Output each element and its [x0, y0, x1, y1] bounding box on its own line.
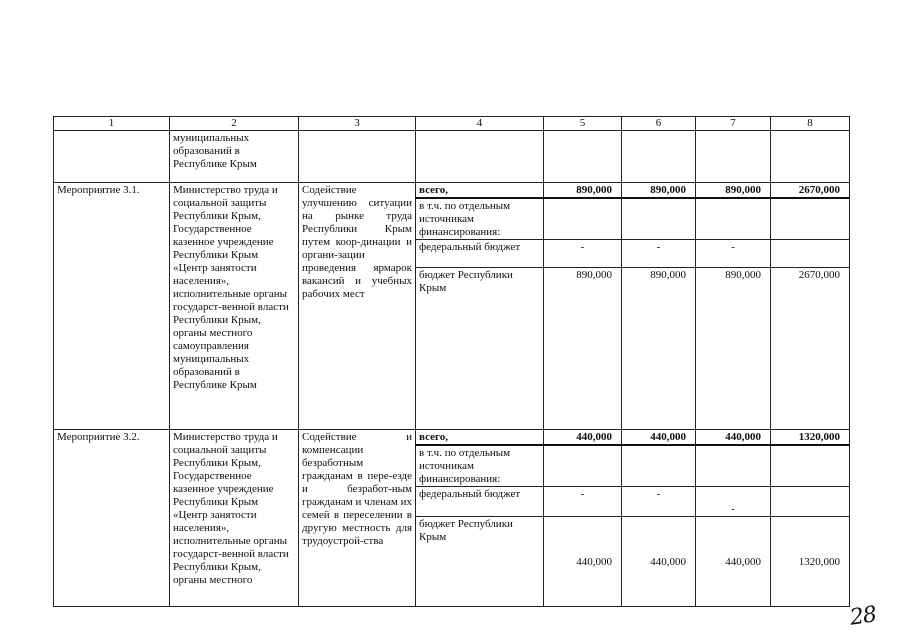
empty-cell: [544, 445, 622, 487]
regional-value: 440,000: [622, 517, 696, 607]
header-cell: 4: [416, 117, 544, 131]
header-cell: 6: [622, 117, 696, 131]
measure-row: [54, 183, 850, 199]
regional-value: 890,000: [696, 268, 771, 430]
empty-cell: [622, 131, 696, 183]
empty-cell: [299, 131, 416, 183]
federal-value: -: [622, 487, 696, 517]
measure-description: Содействие улучшению ситуации на рынке труда Республики Крым путем коор-динации и органи-зации проведения ярмарок вакансий и учебных рабочих мест: [299, 183, 416, 430]
total-label: всего,: [416, 430, 544, 446]
financing-table: [53, 116, 850, 607]
header-cell: 2: [170, 117, 299, 131]
empty-cell: [416, 131, 544, 183]
measure-name: Мероприятие 3.1.: [54, 183, 170, 430]
measure-description: Содействие и компенсации безработным гражданам в пере-езде и безработ-ным гражданам и членам их семей в переселении в другую местность для трудоустрой-ства: [299, 430, 416, 607]
regional-value: 1320,000: [771, 517, 850, 607]
total-value: 440,000: [696, 430, 771, 446]
sources-label: в т.ч. по отдельным источникам финансирования:: [416, 198, 544, 240]
empty-cell: [696, 131, 771, 183]
regional-value: 440,000: [544, 517, 622, 607]
empty-cell: [696, 198, 771, 240]
empty-cell: [622, 445, 696, 487]
regional-value: 440,000: [696, 517, 771, 607]
header-cell: 7: [696, 117, 771, 131]
regional-label: бюджет Республики Крым: [416, 517, 544, 607]
header-cell: 5: [544, 117, 622, 131]
header-cell: 8: [771, 117, 850, 131]
total-value: 440,000: [622, 430, 696, 446]
federal-value: -: [696, 240, 771, 268]
total-value: 890,000: [544, 183, 622, 199]
regional-value: 890,000: [622, 268, 696, 430]
total-label: всего,: [416, 183, 544, 199]
measure-row: [54, 430, 850, 446]
federal-value: [771, 487, 850, 517]
empty-cell: [544, 131, 622, 183]
header-row: [54, 117, 850, 131]
empty-cell: [696, 445, 771, 487]
total-value: 440,000: [544, 430, 622, 446]
federal-value: -: [622, 240, 696, 268]
federal-value: [771, 240, 850, 268]
empty-cell: [544, 198, 622, 240]
empty-cell: [622, 198, 696, 240]
continuation-row: [54, 131, 850, 183]
total-value: 2670,000: [771, 183, 850, 199]
regional-value: 890,000: [544, 268, 622, 430]
measure-executors: Министерство труда и социальной защиты Республики Крым, Государственное казенное учреждение Республики Крым «Центр занятости населения», исполнительные органы государст-венной власти Республики Крым, органы местного самоуправления муниципальных образований в Республике Крым: [170, 183, 299, 430]
measure-executors: Министерство труда и социальной защиты Республики Крым, Государственное казенное учреждение Республики Крым «Центр занятости населения», исполнительные органы государст-венной власти Республики Крым, органы местного: [170, 430, 299, 607]
regional-label: бюджет Республики Крым: [416, 268, 544, 430]
header-cell: 1: [54, 117, 170, 131]
total-value: 890,000: [696, 183, 771, 199]
federal-label: федеральный бюджет: [416, 487, 544, 517]
federal-value: -: [544, 487, 622, 517]
federal-label: федеральный бюджет: [416, 240, 544, 268]
total-value: 890,000: [622, 183, 696, 199]
empty-cell: [771, 131, 850, 183]
empty-cell: [771, 198, 850, 240]
page-number: 28: [848, 602, 878, 631]
measure-name: Мероприятие 3.2.: [54, 430, 170, 607]
sources-label: в т.ч. по отдельным источникам финансирования:: [416, 445, 544, 487]
federal-value: -: [696, 487, 771, 517]
executors-continuation: муниципальных образований в Республике Крым: [170, 131, 299, 183]
regional-value: 2670,000: [771, 268, 850, 430]
empty-cell: [771, 445, 850, 487]
total-value: 1320,000: [771, 430, 850, 446]
empty-cell: [54, 131, 170, 183]
federal-value: -: [544, 240, 622, 268]
header-cell: 3: [299, 117, 416, 131]
